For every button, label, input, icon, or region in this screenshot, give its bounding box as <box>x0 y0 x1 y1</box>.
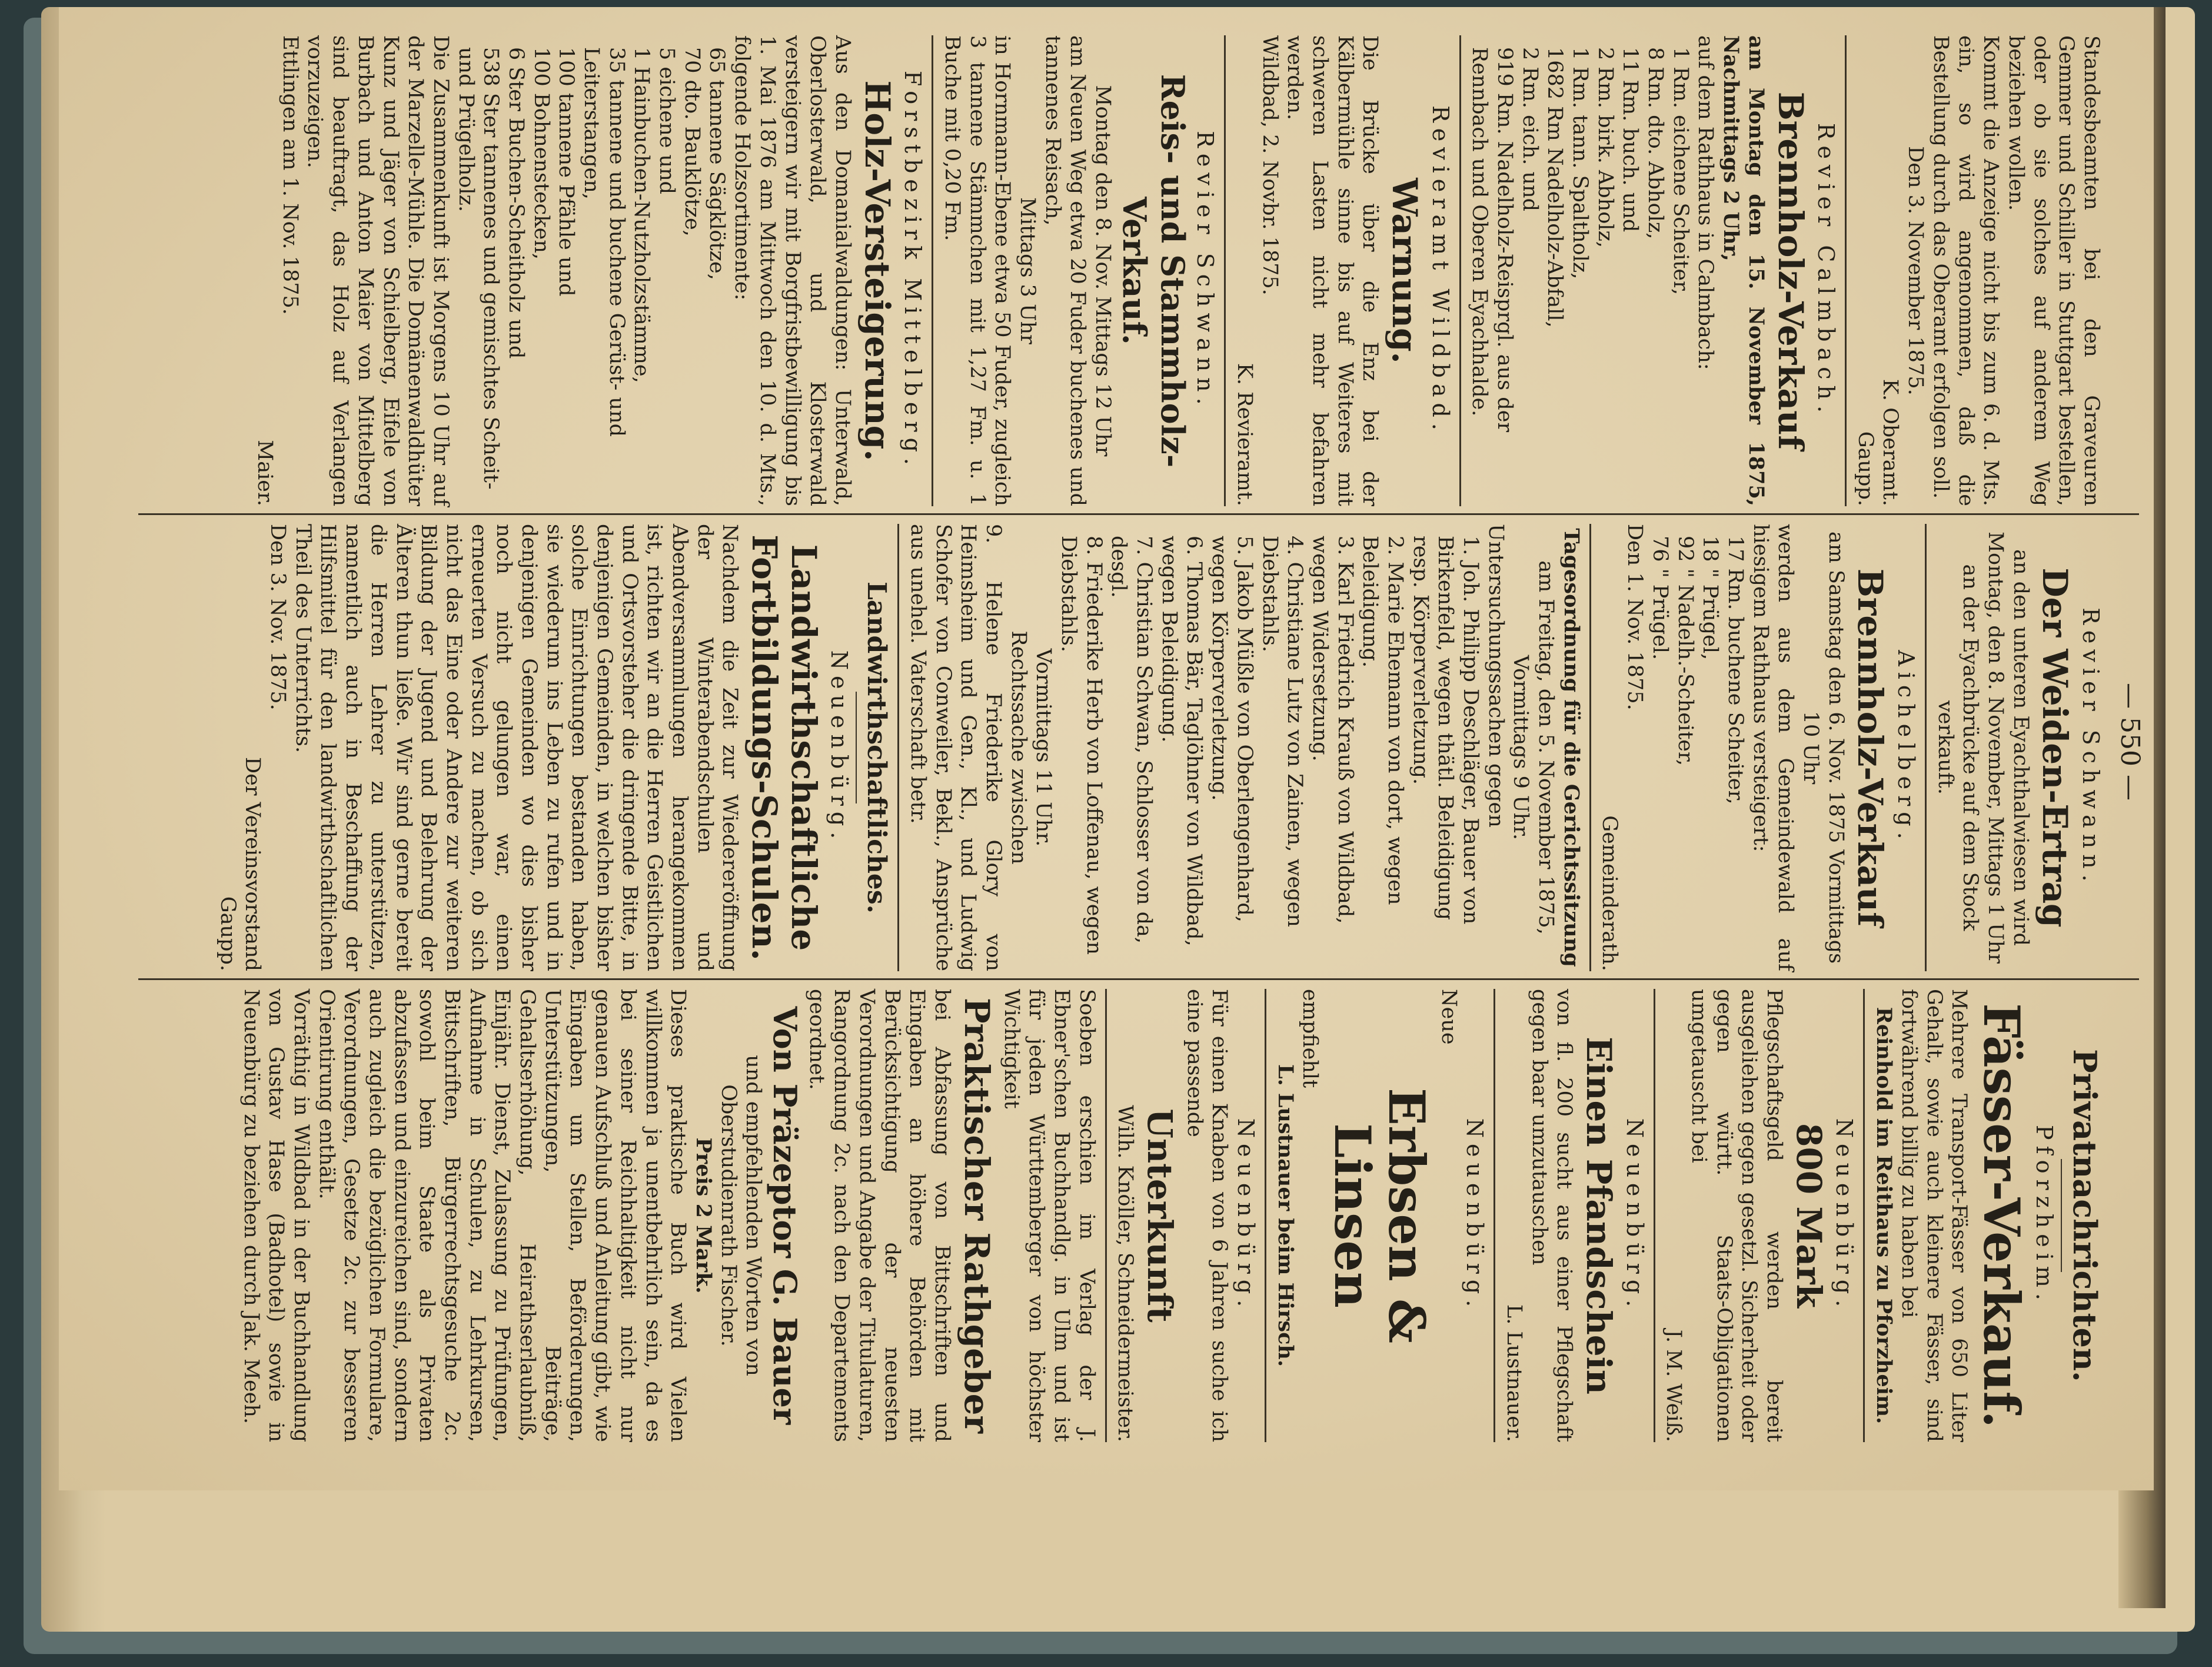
list-item: 1. Joh. Philipp Deschläger, Bauer von Birkenfeld, wegen thätl. Beleidigung resp. Körperverletzung. <box>1408 536 1483 925</box>
list-item: 17 Rm. buchene Scheiter, <box>1723 536 1747 805</box>
list-item: 92 " Nadelh.-Scheiter, <box>1673 536 1697 766</box>
column-left <box>247 35 2104 506</box>
place-heading: Forstbezirk Mittelberg. <box>900 71 926 471</box>
weiden-notice <box>1932 524 2104 971</box>
ad-text: Für einen Knaben von 6 Jahren suche ich eine passende <box>1182 989 1232 1442</box>
ad-headline: 800 Mark <box>1788 1123 1829 1308</box>
ad-text: Mehrere Transport-Fässer von 650 Liter Gehalt, sowie auch kleinere Fässer, sind fortwährend billig zu haben bei <box>1897 989 1971 1442</box>
landwirthschaft-notice <box>215 524 892 971</box>
notice-when: am Samstag den 6. Nov. 1875 Vormittags 10 Uhr <box>1799 531 1848 964</box>
list-item: 100 tannene Pfähle und <box>554 47 578 297</box>
notice-headline: Holz-Versteigerung. <box>857 80 897 461</box>
rathgeber-ad <box>238 989 1099 1442</box>
list-item: 1682 Rm Nadelholz-Abfall, <box>1543 47 1567 328</box>
divider <box>1863 989 1865 1442</box>
column-middle <box>210 524 2104 971</box>
ad-text: Soeben erschien im Verlag der J. Ebner'schen Buchhandlg. in Ulm und ist für jeden Württemberger von höchster Wichtigkeit <box>999 989 1099 1442</box>
ad-name: L. Lustnauer. <box>1502 1304 1526 1442</box>
brennholz-calmbach-notice <box>1467 35 1840 506</box>
erbsen-ad <box>1272 989 1488 1442</box>
list-item: 35 tannene und buchene Gerüst- und Leiterstangen, <box>580 47 628 437</box>
divider <box>1589 524 1591 971</box>
list-item: 8 Rm. dto. Abholz, <box>1644 47 1668 240</box>
notice-subheading: Untersuchungssachen gegen <box>1483 524 1508 828</box>
list-item: 4. Christiane Lutz von Zainen, wegen Diebstahls. <box>1258 536 1307 927</box>
notice-authority: Gemeinderath. <box>1598 815 1622 971</box>
place-heading: Neuenbürg. <box>1621 1118 1648 1313</box>
notice-date: Wildbad, 2. Novbr. 1875. <box>1258 35 1282 295</box>
divider <box>1224 35 1226 506</box>
ad-headline: Einen Pfandschein <box>1579 1037 1619 1394</box>
notice-date: Den 1. Nov. 1875. <box>1623 524 1647 710</box>
list-item: 6 Ster Buchen-Scheitholz und <box>504 47 528 359</box>
divider <box>1459 35 1461 506</box>
list-item: 100 Bohnenstecken, <box>529 47 553 260</box>
list-item: 1 Hainbuchen-Nutzholzstämme, <box>630 47 654 383</box>
notice-text: Aus den Domanialwaldungen: Unterwald, Oberlosterwald, und Klosterwald versteigern wir mit Borgfristbewilligung bis 1. Mai 1876 am Mittwoch den 10. d. Mts., folgende Holzsortimente: <box>730 35 854 506</box>
ad-text: Dieses praktische Buch wird Vielen willkommen ja unentbehrlich sein, da es bei seiner Reichhaltigkeit nicht nur genauen Aufschluß und Anleitung gibt, wie Eingaben um Stellen, Beförderungen, Unterstützungen, Beiträge, Gehaltserhöhung, Heirathserlaubniß, Einjähr. Dienst, Zulassung zu Prüfungen, Aufnahme in Schulen, zu Lehrkursen, Bittschriften, Bürgerrechtsgesuche 2c. sowohl beim Staate als Privaten abzufassen und einzureichen sind, sondern auch zugleich die bezüglichen Formulare, Verordnungen, Gesetze 2c. zur besseren Orientirung enthält. <box>314 989 690 1442</box>
notice-text: in Hornmann-Ebene etwa 50 Fuder, zugleich 3 tannene Stämmchen mit 1,27 Fm. u. 1 Buche mit 0,20 Fm. <box>940 35 1014 506</box>
faesser-ad <box>1871 989 2057 1442</box>
place-heading: Neuenbürg. <box>826 650 853 845</box>
lot-list <box>453 35 730 506</box>
ad-text: und empfehlenden Worten von Oberstudienrath Fischer. <box>716 1055 766 1376</box>
divider <box>856 692 857 803</box>
divider <box>1493 989 1495 1442</box>
notice-authority: Der Vereinsvorstand <box>241 757 265 971</box>
ad-headline: Fässer-Verkauf. <box>1972 1003 2031 1428</box>
notice-when: am Freitag, den 5. November 1875, Vormittags 9 Uhr. <box>1509 560 1558 935</box>
ad-headline: Erbsen & Linsen <box>1323 1088 1436 1343</box>
ad-text: Vorräthig in Wildbad in der Buchhandlung von Gustav Hase (Badhotel) sowie in Neuenbürg zu beziehen durch Jak. Meeh. <box>239 989 313 1442</box>
list-item: 538 Ster tannenes und gemischtes Scheit- und Prügelholz. <box>454 47 503 490</box>
divider <box>1105 989 1107 1442</box>
list-item: 2 Rm. eich. und <box>1518 47 1542 211</box>
notice-text: am Neuen Weg etwa 20 Fuder buchenes und tannenes Reisach, <box>1040 35 1090 506</box>
list-item: 5. Jakob Müßle von Oberlengenhard, wegen Körperverletzung. <box>1208 536 1256 922</box>
oberamt-notice <box>1852 35 2104 506</box>
list-item: 1 Rm. eichene Scheiter, <box>1668 47 1692 295</box>
list-item: 76 " Prügel. <box>1648 536 1672 660</box>
divider <box>897 524 899 971</box>
notice-headline: Reis- und Stammholz-Verkauf. <box>1115 74 1192 468</box>
notice-headline: Brennholz-Verkauf <box>1850 568 1891 927</box>
unterkunft-ad <box>1113 989 1259 1442</box>
notice-authority: K. Oberamt. <box>1878 378 1902 506</box>
notice-signer: Gaupp. <box>215 896 240 971</box>
list-item: 5 eichene und <box>655 47 679 195</box>
column-right <box>234 989 2104 1442</box>
notice-signer: Gaupp. <box>1853 431 1877 506</box>
divider <box>1654 989 1655 1442</box>
list-item: 919 Rm. Nadelholz-Reisprgl. aus der Rennbach und Oberen Eyachhalde. <box>1468 47 1516 433</box>
list-item: 7. Christian Schwan, Schlosser von da, desgl. <box>1107 536 1156 944</box>
notice-date: Den 3. Nov. 1875. <box>266 524 290 710</box>
place-heading: Neuenbürg. <box>1232 1118 1259 1313</box>
ad-name: Wilh. Knöller, Schneidermeister. <box>1113 1105 1137 1442</box>
place-heading: Aichelberg. <box>1892 650 1919 845</box>
notice-headline: Landwirthschaftliche Fortbildungs-Schulen. <box>744 534 824 961</box>
ad-name: L. Lustnauer beim Hirsch. <box>1273 1064 1298 1367</box>
notice-text: werden aus dem Gemeindewald auf hiesigem Rathhaus versteigert: <box>1748 524 1798 971</box>
list-item: 70 dto. Bauklötze, <box>680 47 704 237</box>
notice-headline: Der Weiden-Ertrag <box>2035 567 2075 928</box>
ad-name: Reinhold im Reithaus zu Pforzheim. <box>1872 1007 1897 1424</box>
notice-date: Ettlingen am 1. Nov. 1875. <box>278 35 302 315</box>
divider <box>1265 989 1266 1442</box>
ad-headline: Praktischer Rathgeber <box>956 997 997 1434</box>
page-number: — 550 — <box>2115 683 2145 801</box>
place-heading: Neuenbürg. <box>1462 1118 1488 1313</box>
ad-author: Von Präzeptor G. Bauer <box>766 1006 804 1425</box>
list-item: 2. Marie Ehemann von dort, wegen Beleidigung. <box>1358 536 1407 905</box>
list-item: 6. Thomas Bär, Taglöhner von Wildbad, wegen Beleidigung. <box>1157 536 1206 947</box>
list-item: 2 Rm. birk. Abholz, <box>1593 47 1617 248</box>
section-heading: Privatnachrichten. <box>2066 1049 2104 1382</box>
notice-text: Nachdem die Zeit zur Wiedereröffnung der Winterabendschulen und Abendversammlungen herangekommen ist, richten wir an die Herren Geistlichen und Ortsvorsteher die dringende Bitte, in denjenigen Gemeinden, in welchen bisher solche Einrichtungen bestanden haben, sie wiederum ins Leben zu rufen und in denjenigen Gemeinden wo dies bisher noch nicht gelungen war, einen erneuerten Versuch zu machen, ob sich nicht das Eine oder Andere zur weiteren Bildung der Jugend und Belehrung der Älteren thun ließe. Wir sind gerne bereit die Herren Lehrer zu unterstützen, namentlich auch in Beschaffung der Hilfsmittel für den landwirthschaftlichen Theil des Unterrichts. <box>291 524 742 971</box>
ad-text: von fl. 200 sucht aus einer Pflegschaft gegen baar umzutauschen <box>1527 989 1576 1442</box>
warnung-notice <box>1232 35 1453 506</box>
notice-text: Die Brücke über die Enz bei der Kälbermühle sinne bis auf Weiteres mit schweren Lasten nicht mehr befahren werden. <box>1283 35 1382 506</box>
notice-headline: Warnung. <box>1385 178 1425 364</box>
list-item: 1 Rm. tann. Spaltholz, <box>1568 47 1592 280</box>
section-heading: Landwirthschaftliches. <box>861 582 892 914</box>
pfandschein-ad <box>1501 989 1647 1442</box>
ad-name: J. M. Weiß. <box>1662 1329 1686 1442</box>
lot-list <box>1647 524 1748 971</box>
divider <box>932 35 933 506</box>
divider <box>1845 35 1847 506</box>
notice-when: Mittags 3 Uhr <box>1015 197 1039 344</box>
place-heading: Revier Schwann. <box>1192 131 1219 411</box>
case-list <box>1056 524 1483 971</box>
notice-when: Vormittags 11 Uhr. <box>1032 648 1056 847</box>
notice-text: Die Zusammenkunft ist Morgens 10 Uhr auf der Marzelle-Mühle. Die Domänenwaldhüter Kunz und Jäger von Schielberg, Eifele von Burbach und Anton Maier von Mittelberg sind beauftragt, das Holz auf Verlangen vorzuzeigen. <box>303 35 453 506</box>
ad-text: empfiehlt <box>1298 989 1322 1088</box>
list-item: 11 Rm. buch. und <box>1618 47 1642 233</box>
notice-text: Standesbeamten bei den Graveuren Gemmer und Schiller in Stuttgart bestellen, oder ob sie solches auf anderem Weg beziehen wollen. <box>2004 35 2103 506</box>
ad-text: bei Abfassung von Bittschriften und Eingaben an höhere Behörden mit Berücksichtigung der neuesten Verordnungen und Angabe der Titulaturen, Rangordnung 2c. nach den Departements geordnet. <box>804 989 954 1442</box>
notice-text: Kommt die Anzeige nicht bis zum 6. d. Mts. ein, so wird angenommen, daß die Bestellung durch das Oberamt erfolgen soll. <box>1928 35 2003 506</box>
mark-ad <box>1661 989 1858 1442</box>
list-item: 8. Friederike Herb von Loffenau, wegen Diebstahls. <box>1057 536 1106 955</box>
notice-signer: Maier. <box>253 440 277 506</box>
place-heading: Revier Schwann. <box>2078 607 2104 888</box>
divider <box>2061 1159 2062 1273</box>
divider <box>1925 524 1927 971</box>
column-divider <box>138 978 2139 980</box>
place-heading: Pforzheim. <box>2031 1125 2058 1306</box>
notice-text: 9. Helene Friederike Glory von Heimsheim und Gen., Kl., und Ludwig Schofer von Conweiler, Bekl., Ansprüche aus unehel. Vaterschaft betr. <box>906 524 1005 971</box>
notice-where: auf dem Rathhaus in Calmbach: <box>1694 35 1718 370</box>
reis-stammholz-notice <box>939 35 1218 506</box>
notice-headline: Brennholz-Verkauf <box>1770 91 1811 450</box>
ad-text: Pflegschaftsgeld werden bereit ausgeliehen gegen gesetzl. Sicherheit oder gegen württ. Staats-Obligationen umgetauscht bei <box>1687 989 1787 1442</box>
notice-subheading: Rechtssache zwischen <box>1006 630 1030 865</box>
ad-headline: Unterkunft <box>1140 1108 1180 1323</box>
list-item: 65 tannene Sägklötze, <box>705 47 729 280</box>
notice-text: an den unteren Eyachthalwiesen wird Montag, den 8. November, Mittags 1 Uhr an der Eyachbrücke auf dem Stock verkauft. <box>1933 532 2033 964</box>
column-divider <box>138 513 2139 515</box>
list-item: 18 " Prügel, <box>1698 536 1722 660</box>
aichelberg-notice <box>1597 524 1919 971</box>
rotated-page-content <box>68 24 2145 1460</box>
tagesordnung-notice <box>905 524 1584 971</box>
place-heading: Revieramt Wildbad. <box>1427 105 1453 436</box>
holz-versteigerung-notice <box>252 35 926 506</box>
lot-list <box>1467 35 1693 506</box>
notice-when: Montag den 8. Nov. Mittags 12 Uhr <box>1091 85 1115 457</box>
notice-date: Den 3. November 1875. <box>1904 146 1928 396</box>
ad-price: Preis 2 Mark. <box>691 1137 716 1294</box>
notice-headline: Tagesordnung für die Gerichtssitzung <box>1559 528 1584 967</box>
ad-text: Neue <box>1436 989 1461 1045</box>
notice-when: am Montag den 15. November 1875, Nachmittags 2 Uhr, <box>1719 35 1768 506</box>
place-heading: Neuenbürg. <box>1831 1118 1858 1313</box>
list-item: 3. Karl Friedrich Krauß von Wildbad, wegen Widersetzung. <box>1308 536 1357 924</box>
notice-authority: K. Revieramt. <box>1232 363 1256 506</box>
place-heading: Revier Calmbach. <box>1813 122 1840 419</box>
